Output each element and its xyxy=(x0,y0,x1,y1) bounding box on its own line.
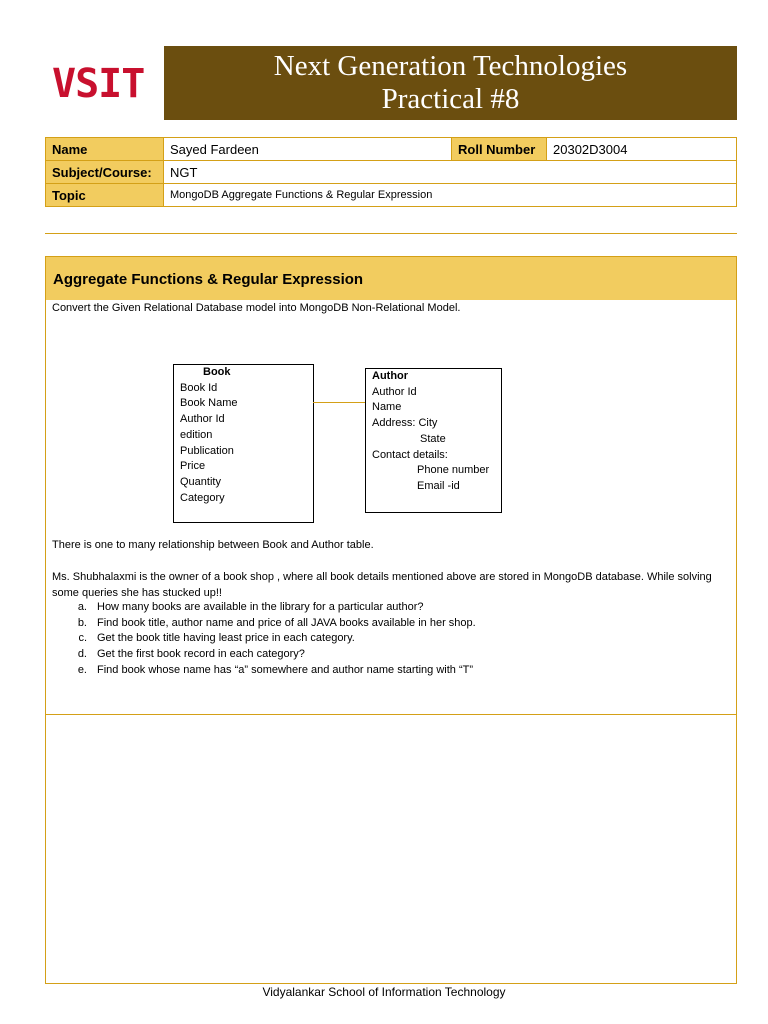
book-field: Book Name xyxy=(180,397,238,410)
table-row xyxy=(46,138,737,161)
author-table-diagram xyxy=(365,368,502,513)
roll-number-value: 20302D3004 xyxy=(547,138,737,161)
practical-number: Practical #8 xyxy=(381,83,520,115)
author-field: Phone number xyxy=(417,464,490,477)
student-info-table xyxy=(45,137,737,207)
question-text: Get the first book record in each category? xyxy=(97,648,305,661)
author-field: Contact details: xyxy=(372,448,448,461)
list-item xyxy=(52,663,476,679)
author-table-title: Author xyxy=(372,370,409,382)
book-field: edition xyxy=(180,428,213,441)
author-field: Name xyxy=(372,401,402,414)
subject-label: Subject/Course: xyxy=(46,161,164,184)
list-item xyxy=(52,600,476,616)
question-list xyxy=(52,600,476,679)
page-title: Next Generation Technologies xyxy=(273,50,628,82)
author-field: Email -id xyxy=(417,479,460,492)
book-field: Author Id xyxy=(180,413,225,426)
title-banner xyxy=(164,46,737,120)
divider xyxy=(45,233,737,234)
topic-label: Topic xyxy=(46,184,164,207)
relationship-text: There is one to many relationship between Book and Author table. xyxy=(52,539,374,551)
book-field: Quantity xyxy=(180,475,221,488)
question-text: Find book whose name has “a” somewhere and author name starting with “T” xyxy=(97,663,474,676)
intro-text: Convert the Given Relational Database model into MongoDB Non-Relational Model. xyxy=(52,302,461,314)
list-item xyxy=(52,631,476,647)
list-item xyxy=(52,647,476,663)
problem-paragraph: Ms. Shubhalaxmi is the owner of a book shop , where all book details mentioned above are stored in MongoDB database. While solving some queries she has stucked up!! xyxy=(52,571,712,599)
question-marker: e. xyxy=(77,663,87,676)
topic-value: MongoDB Aggregate Functions & Regular Expression xyxy=(164,184,737,207)
question-marker: c. xyxy=(78,632,87,645)
practical-section xyxy=(45,256,737,984)
name-label: Name xyxy=(46,138,164,161)
relationship-connector xyxy=(313,402,365,403)
table-row xyxy=(46,161,737,184)
question-marker: b. xyxy=(77,616,87,629)
book-field: Category xyxy=(180,491,225,504)
book-table-title: Book xyxy=(203,366,231,378)
book-field: Book Id xyxy=(180,381,218,394)
roll-number-label: Roll Number xyxy=(452,138,547,161)
footer-text: Vidyalankar School of Information Technology xyxy=(262,985,506,999)
table-row xyxy=(46,184,737,207)
question-text: Find book title, author name and price of all JAVA books available in her shop. xyxy=(97,616,476,629)
book-field: Price xyxy=(180,460,206,473)
question-text: Get the book title having least price in each category. xyxy=(97,632,355,645)
question-marker: d. xyxy=(77,648,87,661)
author-field: Author Id xyxy=(372,385,417,398)
subject-value: NGT xyxy=(164,161,737,184)
question-text: How many books are available in the library for a particular author? xyxy=(97,601,424,613)
question-marker: a. xyxy=(77,601,87,613)
vsit-logo: VSIT xyxy=(52,61,145,107)
book-table-diagram xyxy=(173,364,314,523)
author-field: Address: City xyxy=(372,417,438,430)
name-value: Sayed Fardeen xyxy=(164,138,452,161)
book-field: Publication xyxy=(180,444,234,457)
author-field: State xyxy=(420,432,446,445)
list-item xyxy=(52,616,476,632)
section-title: Aggregate Functions & Regular Expression xyxy=(46,257,736,300)
section-body xyxy=(46,300,736,715)
